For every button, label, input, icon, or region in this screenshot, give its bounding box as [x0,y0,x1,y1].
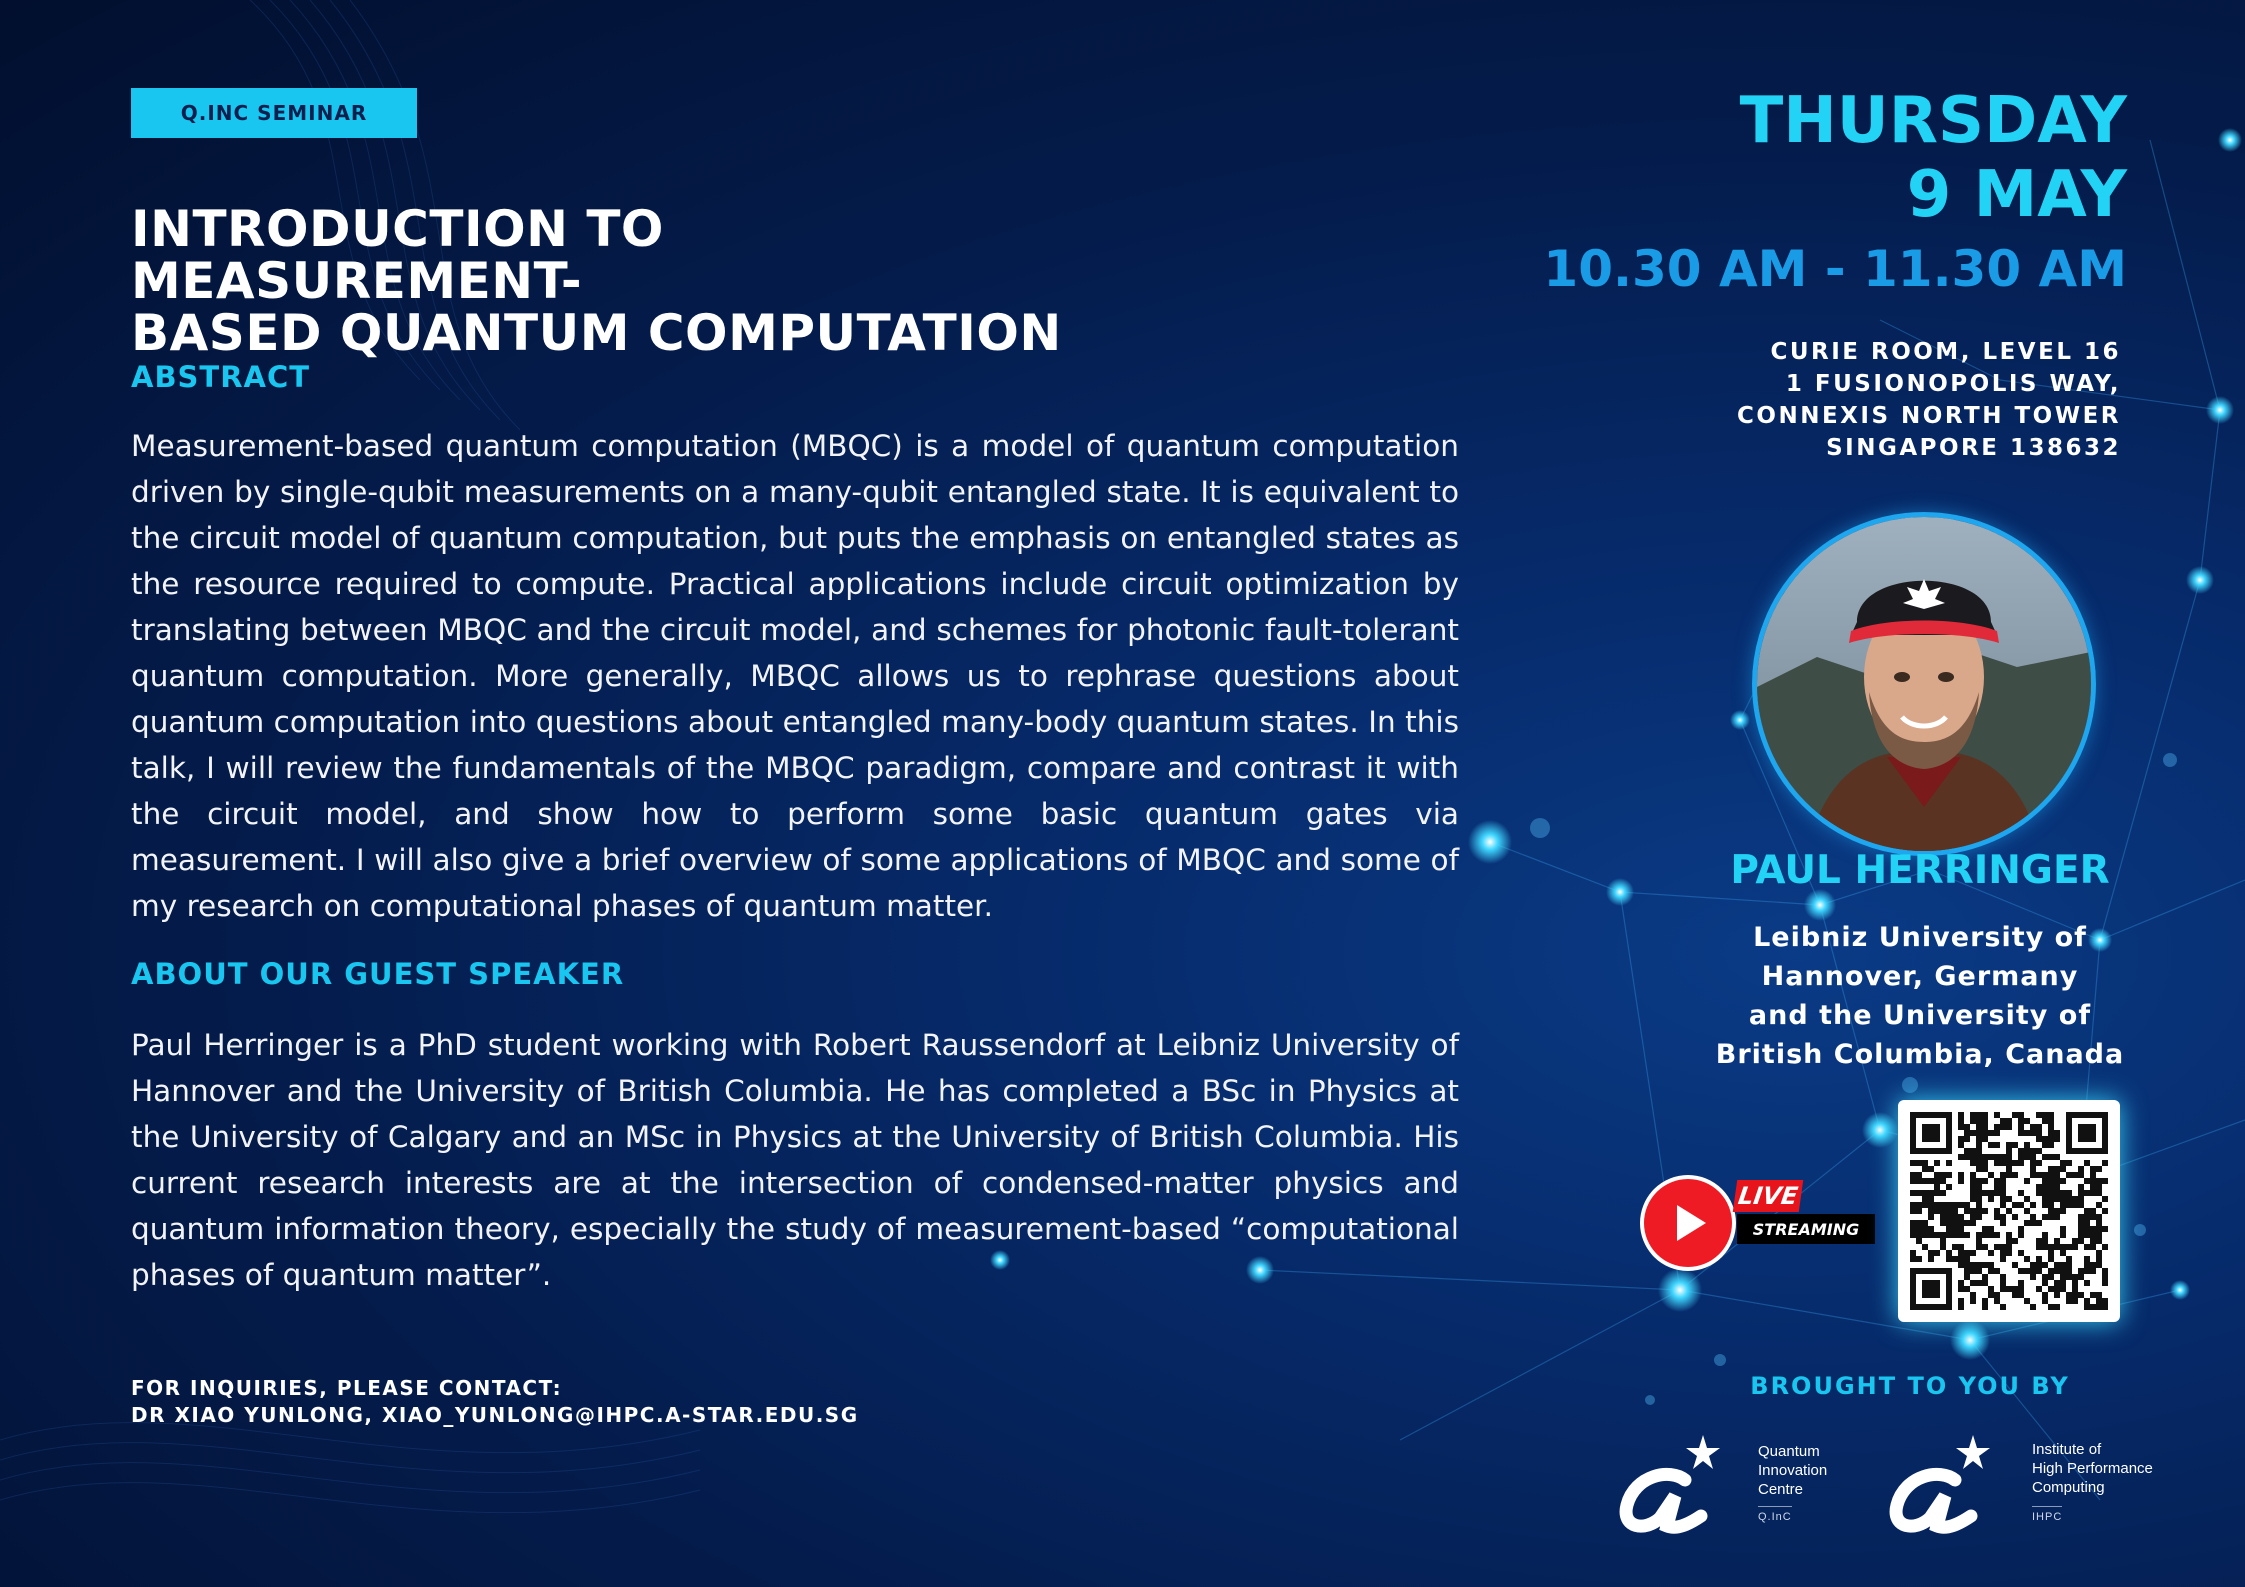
astar-logo-mark [1615,1430,1725,1540]
event-date: 9 MAY [1906,158,2127,232]
seminar-title [131,200,1131,362]
speaker-photo [1752,512,2096,856]
seminar-tag: Q.INC SEMINAR [131,88,417,138]
logo-text-line: Quantum [1758,1443,1820,1460]
event-time: 10.30 AM - 11.30 AM [1543,240,2127,298]
venue-line: CONNEXIS NORTH TOWER [1737,403,2121,429]
speaker-bio-text: Paul Herringer is a PhD student working with Robert Raussendorf at Leibniz University of Hannover and the University of British Columbia. He has completed a BSc in Physics at the University of Calgary and an MSc in Physics at the University of British Columbia. His current research interests are at the intersection of condensed-matter physics and quantum information theory, especially the study of measurement-based “computational phases of quantum matter”. [131,1028,1459,1292]
event-venue [1737,336,2121,464]
play-icon [1644,1179,1732,1267]
affiliation-line: Hannover, Germany [1761,961,2079,992]
ihpc-logo-abbr: IHPC [2032,1506,2062,1523]
speaker-affiliation [1660,918,2180,1074]
qinc-logo-text [1758,1442,1827,1499]
affiliation-line: and the University of [1748,1000,2092,1031]
sponsors-heading: BROUGHT TO YOU BY [1750,1372,2070,1400]
affiliation-line: British Columbia, Canada [1715,1039,2125,1070]
speaker-bio-heading: ABOUT OUR GUEST SPEAKER [131,957,625,991]
logo-text-line: Innovation [1758,1462,1828,1479]
speaker-name: PAUL HERRINGER [1730,848,2110,893]
contact-label: FOR INQUIRIES, PLEASE CONTACT: [131,1376,563,1400]
logo-text-line: Institute of [2032,1441,2102,1458]
live-badge: LIVE [1733,1180,1803,1212]
abstract-heading: ABSTRACT [131,360,311,394]
qr-code[interactable] [1898,1100,2120,1322]
logo-text-line: Centre [1758,1481,1804,1498]
event-day: THURSDAY [1739,84,2127,158]
venue-line: SINGAPORE 138632 [1826,435,2121,461]
contact-email[interactable]: DR XIAO YUNLONG, XIAO_YUNLONG@IHPC.A-STAR.EDU.SG [131,1403,859,1427]
qinc-logo [1615,1430,1865,1540]
seminar-title-line-1: INTRODUCTION TO MEASUREMENT- [131,200,664,310]
ihpc-logo [1885,1430,2185,1540]
streaming-badge: STREAMING [1737,1214,1875,1244]
logo-text-line: High Performance [2032,1460,2153,1477]
youtube-live-button[interactable] [1640,1175,1736,1271]
ihpc-logo-text [2032,1440,2153,1497]
qinc-logo-abbr: Q.InC [1758,1506,1792,1523]
affiliation-line: Leibniz University of [1753,922,2087,953]
qr-code-pattern [1898,1100,2120,1322]
venue-line: 1 FUSIONOPOLIS WAY, [1785,371,2121,397]
abstract-text: Measurement-based quantum computation (MBQC) is a model of quantum computation driven by single-qubit measurements on a many-qubit entangled state. It is equivalent to the circuit model of quantum computation, but puts the emphasis on entangled states as the resource required to compute. Practical applications include circuit optimization by translating between MBQC and the circuit model, and schemes for photonic fault-tolerant quantum computation. More generally, MBQC allows us to rephrase questions about quantum computation into questions about entangled many-body quantum states. In this talk, I will review the fundamentals of the MBQC paradigm, compare and contrast it with the circuit model, and show how to perform some basic quantum gates via measurement. I will also give a brief overview of some applications of MBQC and some of my research on computational phases of quantum matter. [131,429,1459,923]
logo-text-line: Computing [2032,1479,2105,1496]
contact-info [131,1375,859,1429]
astar-logo-mark [1885,1430,1995,1540]
seminar-title-line-2: BASED QUANTUM COMPUTATION [131,304,1062,362]
venue-line: CURIE ROOM, LEVEL 16 [1770,339,2121,365]
